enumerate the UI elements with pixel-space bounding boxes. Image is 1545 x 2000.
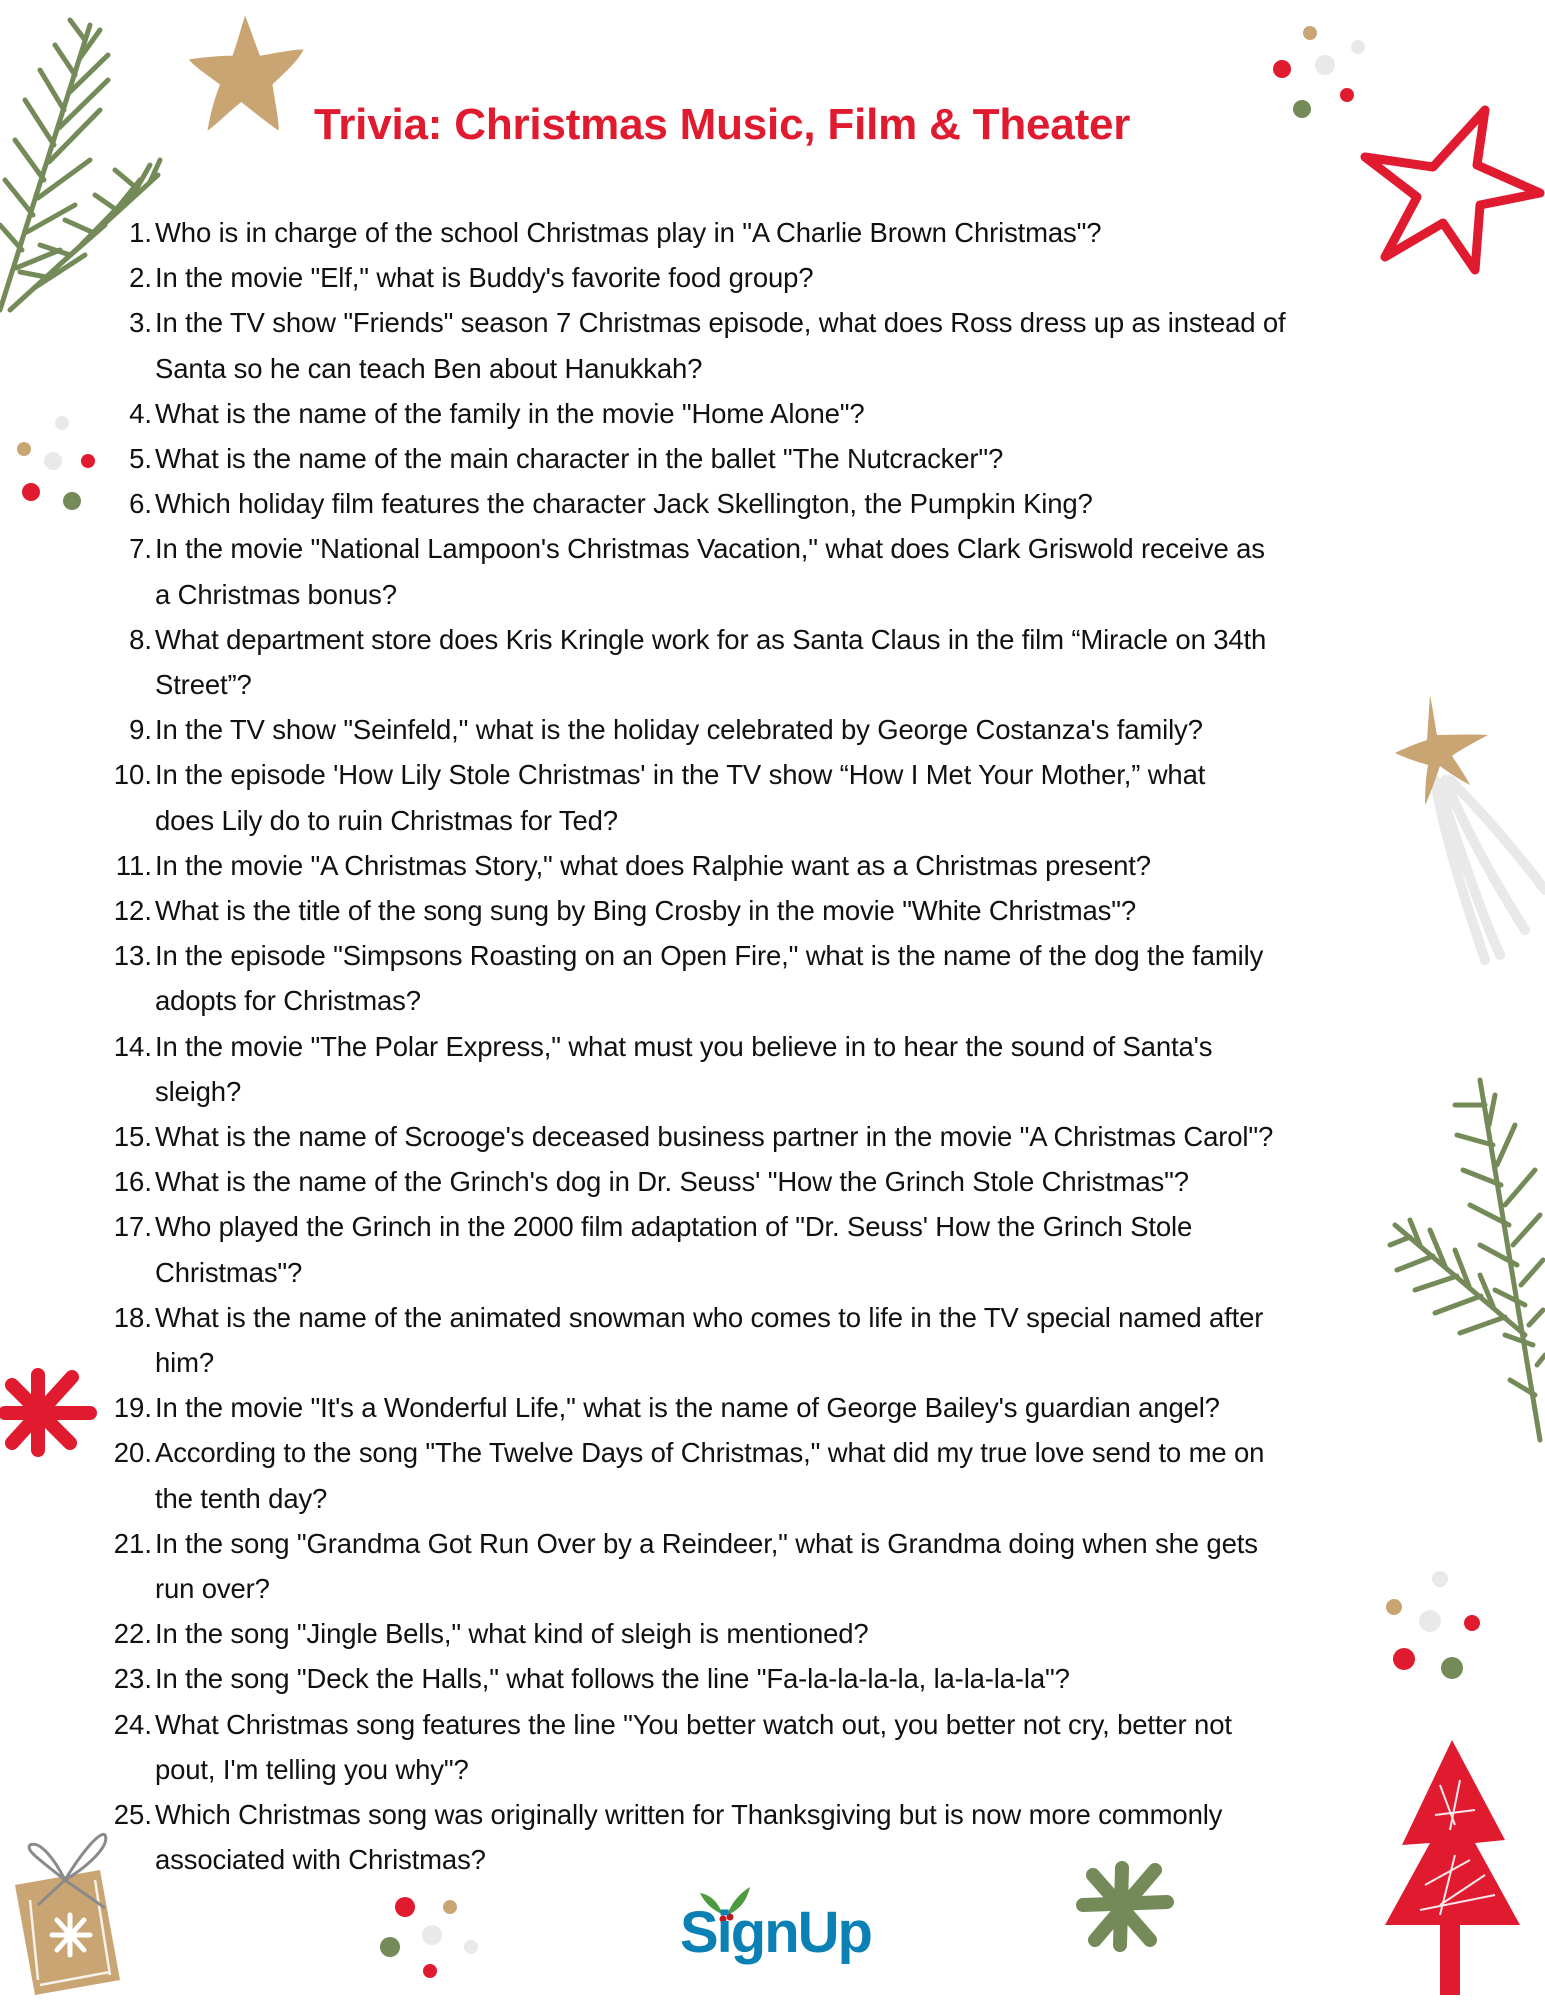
- question-text: In the song "Deck the Halls," what follows the line "Fa-la-la-la-la, la-la-la-la"?: [155, 1663, 1070, 1695]
- question-text: adopts for Christmas?: [155, 985, 421, 1017]
- page-title: Trivia: Christmas Music, Film & Theater: [314, 100, 1131, 149]
- gift-box-icon: [10, 1830, 125, 2000]
- question-text: In the episode 'How Lily Stole Christmas' in the TV show “How I Met Your Mother,” what: [155, 759, 1206, 791]
- question-text: In the episode "Simpsons Roasting on an Open Fire," what is the name of the dog the family: [155, 940, 1264, 972]
- question-text: a Christmas bonus?: [155, 578, 397, 610]
- question-number: 24.: [113, 1708, 152, 1740]
- question-text: What Christmas song features the line "You better watch out, you better not cry, better not: [155, 1708, 1232, 1740]
- question-number: 9.: [129, 714, 152, 746]
- question-number: 10.: [113, 759, 152, 791]
- question-text: In the TV show "Friends" season 7 Christmas episode, what does Ross dress up as instead of: [155, 307, 1286, 339]
- question-text: him?: [155, 1347, 215, 1378]
- question-text: Who is in charge of the school Christmas play in "A Charlie Brown Christmas"?: [155, 217, 1102, 248]
- logo-text: SignUp: [680, 1900, 871, 1965]
- question-number: 8.: [129, 623, 152, 655]
- question-text: In the movie "A Christmas Story," what does Ralphie want as a Christmas present?: [155, 849, 1151, 881]
- question-number: 22.: [113, 1618, 152, 1650]
- question-number: 11.: [115, 849, 152, 881]
- question-text: In the movie "It's a Wonderful Life," what is the name of George Bailey's guardian angel?: [155, 1392, 1220, 1424]
- question-number: 15.: [113, 1121, 152, 1152]
- question-number: 2.: [129, 262, 152, 294]
- question-text: In the TV show "Seinfeld," what is the holiday celebrated by George Costanza's family?: [155, 714, 1203, 746]
- question-text: What is the name of the family in the movie "Home Alone"?: [155, 397, 865, 429]
- question-number: 12.: [113, 895, 152, 926]
- question-text: does Lily do to ruin Christmas for Ted?: [155, 804, 618, 836]
- question-text: Which Christmas song was originally written for Thanksgiving but is now more commonly: [155, 1799, 1223, 1830]
- question-text: the tenth day?: [155, 1482, 328, 1514]
- red-outline-star-icon: [1355, 105, 1545, 275]
- question-text: run over?: [155, 1573, 270, 1604]
- question-number: 19.: [113, 1392, 152, 1424]
- shooting-star-icon: [1390, 690, 1545, 980]
- confetti-dots-icon: [1380, 1555, 1500, 1685]
- question-text: Which holiday film features the character Jack Skellington, the Pumpkin King?: [155, 488, 1093, 520]
- question-number: 25.: [113, 1799, 152, 1830]
- red-scribble-tree-icon: [1380, 1735, 1530, 2000]
- question-number: 1.: [129, 217, 152, 248]
- question-number: 21.: [113, 1527, 152, 1559]
- question-text: In the song "Jingle Bells," what kind of sleigh is mentioned?: [155, 1618, 869, 1650]
- signup-logo[interactable]: [680, 1885, 880, 1975]
- question-text: What is the name of the main character in the ballet "The Nutcracker"?: [155, 443, 1004, 474]
- question-number: 4.: [129, 397, 152, 429]
- question-number: 3.: [129, 307, 152, 339]
- question-text: What is the name of Scrooge's deceased business partner in the movie "A Christmas Carol"?: [155, 1121, 1274, 1152]
- question-number: 18.: [113, 1301, 152, 1333]
- pine-branch-icon: [1385, 1075, 1545, 1445]
- question-text: sleigh?: [155, 1075, 242, 1107]
- question-text: What department store does Kris Kringle work for as Santa Claus in the film “Miracle on 34th: [155, 623, 1267, 655]
- question-text: In the movie "National Lampoon's Christmas Vacation," what does Clark Griswold receive as: [155, 533, 1265, 565]
- question-text: In the movie "Elf," what is Buddy's favorite food group?: [155, 262, 814, 294]
- question-text: According to the song "The Twelve Days of Christmas," what did my true love send to me on: [155, 1437, 1265, 1469]
- question-text: Christmas"?: [155, 1256, 303, 1288]
- question-number: 5.: [129, 443, 152, 474]
- confetti-dots-icon: [370, 1890, 480, 1980]
- question-number: 17.: [113, 1211, 152, 1243]
- question-text: In the movie "The Polar Express," what must you believe in to hear the sound of Santa's: [155, 1030, 1213, 1062]
- question-number: 13.: [113, 940, 152, 972]
- question-number: 7.: [129, 533, 152, 565]
- gold-star-icon: [185, 12, 310, 137]
- question-text: Street”?: [155, 669, 252, 700]
- question-number: 14.: [113, 1030, 152, 1062]
- question-text: What is the title of the song sung by Bing Crosby in the movie "White Christmas"?: [155, 895, 1137, 926]
- question-number: 23.: [113, 1663, 152, 1695]
- question-text: pout, I'm telling you why"?: [155, 1753, 469, 1785]
- question-number: 6.: [129, 488, 152, 520]
- question-text: What is the name of the animated snowman who comes to life in the TV special named after: [155, 1301, 1264, 1333]
- question-text: What is the name of the Grinch's dog in Dr. Seuss' "How the Grinch Stole Christmas"?: [155, 1166, 1189, 1198]
- question-number: 20.: [113, 1437, 152, 1469]
- question-text: Santa so he can teach Ben about Hanukkah?: [155, 352, 703, 384]
- question-number: 16.: [113, 1166, 152, 1198]
- green-asterisk-icon: [1075, 1860, 1175, 1952]
- question-text: associated with Christmas?: [155, 1844, 486, 1876]
- question-text: Who played the Grinch in the 2000 film adaptation of "Dr. Seuss' How the Grinch Stole: [155, 1211, 1193, 1243]
- question-text: In the song "Grandma Got Run Over by a Reindeer," what is Grandma doing when she gets: [155, 1527, 1258, 1559]
